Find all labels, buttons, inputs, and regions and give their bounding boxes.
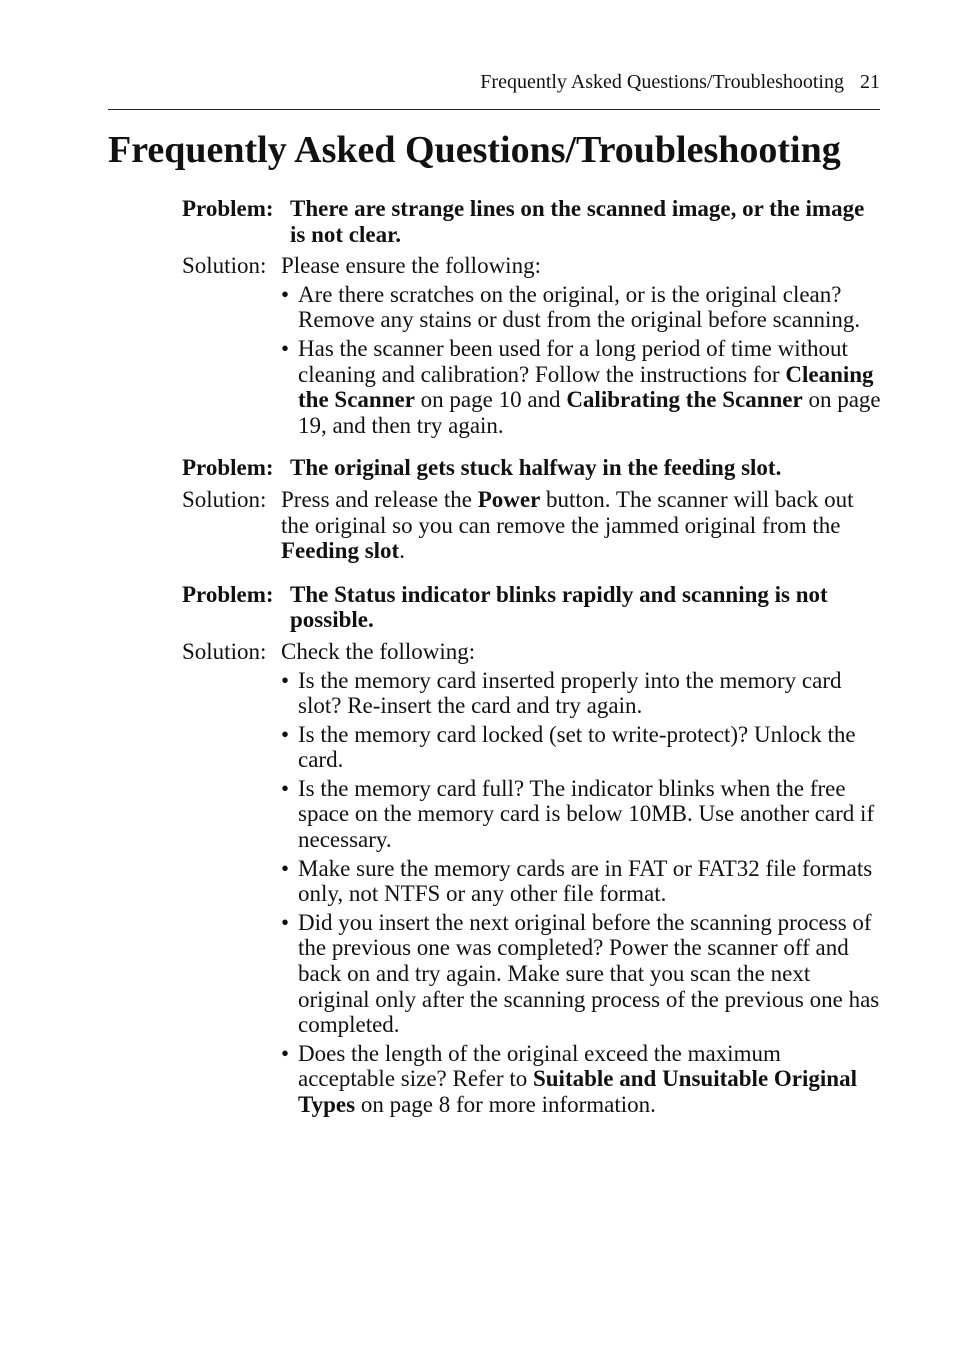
list-item-text: on page 8 for more information. <box>355 1092 656 1117</box>
cross-reference: Suitable and Unsuitable Original Types <box>298 1066 857 1117</box>
problem-1 <box>182 196 882 247</box>
slot-reference: Feeding slot <box>281 538 400 564</box>
list-item-text: on page 19, and then try again. <box>298 387 881 438</box>
solution-label: Solution: <box>182 638 267 664</box>
bullet-icon: • <box>281 775 290 801</box>
running-header <box>108 68 880 96</box>
list-item-text: Is the memory card inserted properly into the memory card slot? Re-insert the card and try again. <box>298 667 842 719</box>
bullet-icon: • <box>281 855 290 881</box>
problem-text: The original gets stuck halfway in the feeding slot. <box>290 455 782 481</box>
solution-text: Please ensure the following: <box>281 253 541 279</box>
list-item <box>281 776 882 853</box>
solution-1 <box>182 253 882 279</box>
problem-label: Problem: <box>182 455 274 481</box>
problem-text: There are strange lines on the scanned image, or the image is not clear. <box>290 196 865 247</box>
header-rule <box>108 109 880 110</box>
solution-text: Check the following: <box>281 638 476 664</box>
bullet-icon: • <box>281 281 290 307</box>
page-number: 21 <box>860 71 880 93</box>
bullet-icon: • <box>281 667 290 693</box>
cross-reference: Cleaning the Scanner <box>298 361 874 413</box>
problem-2 <box>182 455 882 481</box>
bullet-icon: • <box>281 909 290 935</box>
bullet-icon: • <box>281 1040 290 1066</box>
list-item-text: Make sure the memory cards are in FAT or FAT32 file formats only, not NTFS or any other file format. <box>298 855 873 907</box>
problem-text: The Status indicator blinks rapidly and scanning is not possible. <box>290 581 828 633</box>
solution-text: Press and release the Power button. The scanner will back out the original so you can remove the jammed original from the Feeding slot. <box>281 486 854 564</box>
bullet-list-1 <box>281 282 882 439</box>
solution-3 <box>182 639 882 665</box>
list-item-text: Are there scratches on the original, or is the original clean? Remove any stains or dust from the original before scanning. <box>298 281 861 333</box>
list-item-text: on page 10 and <box>414 387 567 413</box>
bullet-icon: • <box>281 335 290 361</box>
solution-label: Solution: <box>182 486 267 512</box>
solution-label: Solution: <box>182 253 267 279</box>
list-item <box>281 336 882 438</box>
list-item-text: Did you insert the next original before the scanning process of the previous one was completed? Power the scanner off and back on and try again. Make sure that you scan the next original only after the scanning process of the previous one has completed. <box>298 909 880 1038</box>
bullet-icon: • <box>281 721 290 747</box>
problem-label: Problem: <box>182 581 274 607</box>
solution-2 <box>182 487 882 564</box>
faq-content <box>182 196 882 1118</box>
page-title: Frequently Asked Questions/Troubleshooting <box>108 129 841 171</box>
list-item <box>281 722 882 773</box>
list-item-text: Does the length of the original exceed the maximum acceptable size? Refer to <box>298 1040 781 1092</box>
list-item <box>281 910 882 1038</box>
problem-label: Problem: <box>182 196 274 221</box>
list-item <box>281 668 882 719</box>
problem-3 <box>182 582 882 633</box>
list-item-text: Is the memory card full? The indicator blinks when the free space on the memory card is below 10MB. Use another card if necessary. <box>298 775 875 853</box>
bullet-list-3 <box>281 668 882 1118</box>
running-title: Frequently Asked Questions/Troubleshooting <box>480 71 844 93</box>
list-item-text: Has the scanner been used for a long period of time without cleaning and calibration? Follow the instructions for <box>298 335 848 387</box>
list-item <box>281 282 882 333</box>
list-item <box>281 856 882 907</box>
button-reference: Power <box>477 486 541 512</box>
cross-reference: Calibrating the Scanner <box>566 387 803 413</box>
list-item <box>281 1041 882 1118</box>
list-item-text: Is the memory card locked (set to write-protect)? Unlock the card. <box>298 721 856 773</box>
